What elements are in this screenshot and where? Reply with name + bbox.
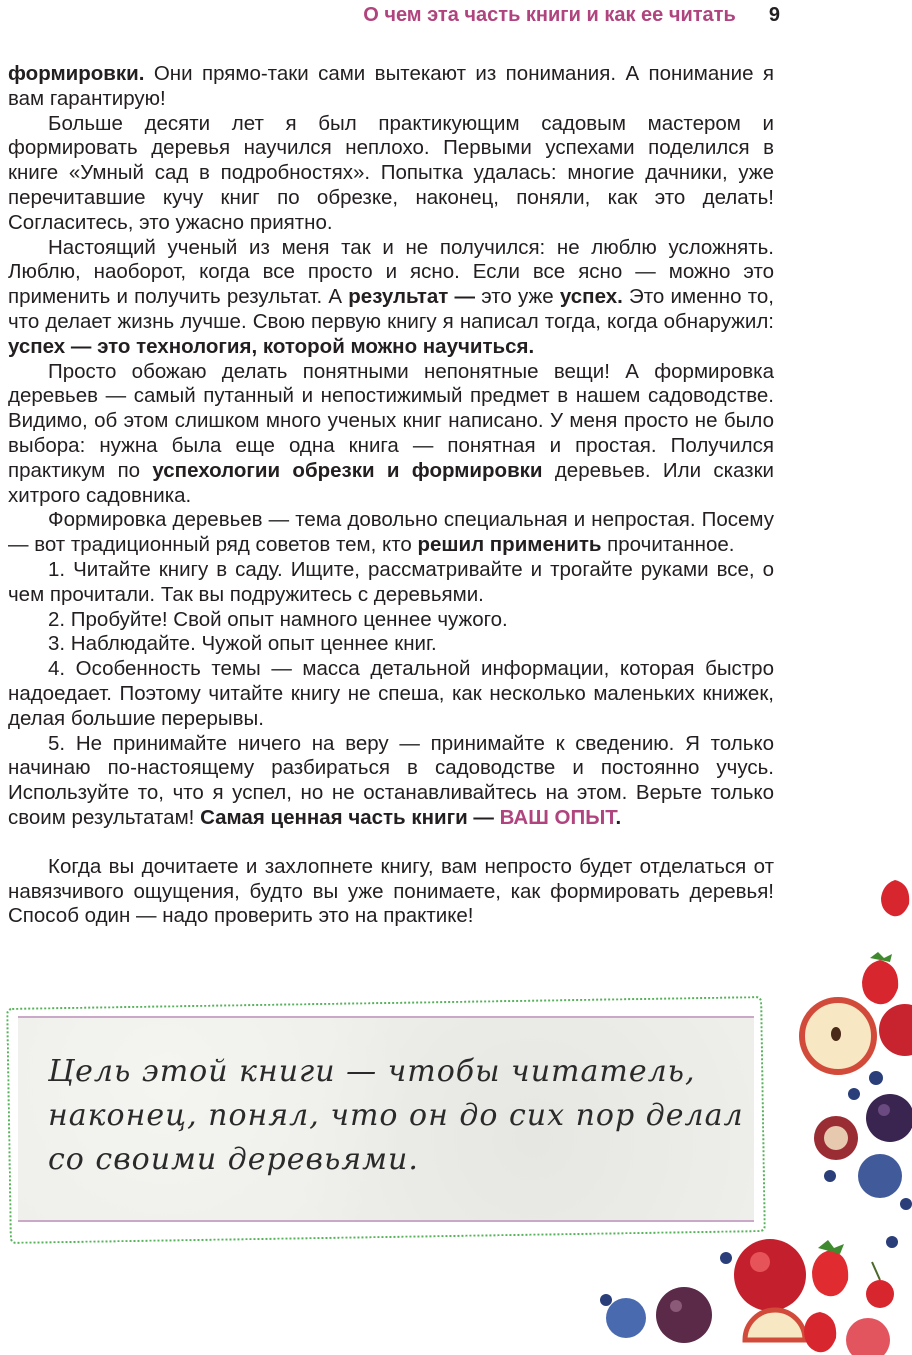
text-run: Просто обожаю делать понятными непонятные вещи! А формировка деревьев — самый путанный и непостижимый предмет в нашем садоводстве. Видимо, об этом слишком много ученых книг написано. У меня просто не было выбора: нужна была еще одна книга — понятная и простая. Получился практикум по xyxy=(8,359,774,482)
text-run: 4. Особенность темы — масса детальной информации, которая быстро надоедает. Поэтому читайте книгу не спеша, как несколько маленьких книжек, делая большие перерывы. xyxy=(8,657,774,730)
chapter-title: О чем эта часть книги и как ее читать xyxy=(363,4,736,26)
text-run: деревьев. Или сказки хитрого садовника. xyxy=(8,458,774,507)
text-run: это уже xyxy=(475,285,560,309)
text-run: 2. Пробуйте! Свой опыт намного ценнее чужого. xyxy=(48,607,508,631)
text-run: прочитанное. xyxy=(601,533,735,557)
plum-icon xyxy=(656,1287,712,1343)
note-line: наконец, понял, что он до сих пор делал xyxy=(48,1098,744,1133)
text-run: Настоящий ученый из меня так и не получился: не люблю усложнять. Люблю, наоборот, когда все просто и ясно. Если все ясно — можно это применить и получить результат. А xyxy=(8,235,774,309)
bold-text: Самая ценная часть книги — xyxy=(200,805,494,829)
text-run: Формировка деревьев — тема довольно специальная и непростая. Посему — вот традиционный ряд советов тем, кто xyxy=(8,508,774,557)
plum-icon xyxy=(866,1094,912,1142)
accent-text: ВАШ ОПЫТ xyxy=(499,805,616,829)
text-run: 1. Читайте книгу в саду. Ищите, рассматривайте и трогайте руками все, о чем прочитали. Так вы подружитесь с деревьями. xyxy=(8,557,774,606)
bold-text: успех — это технология, которой можно научиться. xyxy=(8,334,535,358)
plum-icon xyxy=(606,1298,646,1338)
apple-icon xyxy=(734,1239,806,1311)
apple-icon xyxy=(745,1310,805,1340)
text-run: Они прямо-таки сами вытекают из понимания. А понимание я вам гарантирую! xyxy=(8,62,774,110)
text-run: Когда вы дочитаете и захлопнете книгу, вам непросто будет отделаться от навязчивого ощущения, будто вы уже понимаете, как формировать деревья! Способ один — надо проверить это на практике! xyxy=(8,854,774,928)
cherry-icon xyxy=(814,1116,858,1160)
note-line: Цель этой книги — чтобы читатель, xyxy=(48,1054,696,1089)
bold-text: формировки. xyxy=(8,62,145,85)
text-run: Больше десяти лет я был практикующим садовым мастером и формировать деревья научился неплохо. Первыми успехами поделился в книге «Умный сад в подробностях». Попытка удалась: многие дачники, уже перечитавшие кучу книг по обрезке, наконец, поняли, как это делать! Согласитесь, это ужасно приятно. xyxy=(8,111,774,234)
apple-icon xyxy=(802,1000,874,1072)
text-run: Это именно то, что делает жизнь лучше. Свою первую книгу я написал тогда, когда обнаружил: xyxy=(8,285,775,333)
bold-text: успех. xyxy=(559,285,623,309)
text-run: 3. Наблюдайте. Чужой опыт ценнее книг. xyxy=(48,632,437,656)
bold-text: результат — xyxy=(348,285,476,309)
bold-text: решил применить xyxy=(417,533,602,557)
text-run: 5. Не принимайте ничего на веру — принимайте к сведению. Я только начинаю по-настоящему разбираться в садоводстве и постоянно учусь. Используйте то, что я успел, но не останавливайтесь на этом. Верьте только своим результатам! xyxy=(8,731,774,829)
strawberry-icon xyxy=(812,1240,848,1296)
bold-text: . xyxy=(615,805,622,829)
strawberry-icon xyxy=(881,880,909,916)
plum-icon xyxy=(858,1154,902,1198)
apple-icon xyxy=(879,1004,912,1056)
bold-text: успехологии обрезки и формировки xyxy=(152,458,543,482)
apple-icon xyxy=(846,1318,890,1355)
note-line: со своими деревьями. xyxy=(48,1142,419,1177)
page-number: 9 xyxy=(768,4,780,26)
strawberry-icon xyxy=(804,1312,836,1352)
cherry-icon xyxy=(866,1262,894,1308)
strawberry-icon xyxy=(862,952,898,1004)
